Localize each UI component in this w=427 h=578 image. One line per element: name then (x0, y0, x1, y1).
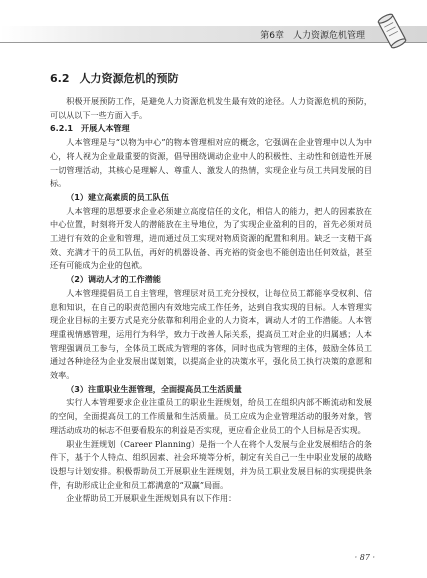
intro-paragraph: 积极开展预防工作，是避免人力资源危机发生最有效的途径。人力资源危机的预防，可以从以下一些方面入手。 (50, 96, 372, 120)
header-rule (0, 42, 427, 43)
scroll-icon (375, 12, 409, 50)
subsection-title: 开展人本管理 (81, 123, 130, 134)
paragraph-4: 实行人本管理要求企业注重员工的职业生涯规划，给员工在组织内部不断流动和发展的空间，全面提高员工的工作质量和生活质量。员工应成为企业管理活动的服务对象，管理活动成功的标志不但要看股东的利益是否实现，更应看企业员工的个人目标是否实现。 (50, 397, 372, 435)
subsection-heading (50, 122, 372, 136)
heading-2: （2）调动人才的工作潜能 (66, 274, 161, 285)
heading-1: （1）建立高素质的员工队伍 (66, 191, 169, 202)
page-number: · 87 · (354, 553, 375, 562)
paragraph-1: 人本管理是与“以物为中心”的物本管理相对应的概念，它强调在企业管理中以人为中心，将人视为企业最重要的资源，倡导围绕调动企业中人的积极性、主动性和创造性开展一切管理活动，其核心是理解人、尊重人、激发人的热情，实现企业与员工共同发展的目标。 (50, 137, 372, 189)
paragraph-3: 人本管理提倡员工自主管理，管理层对员工充分授权，让每位员工都能享受权利、信息和知识，在自己的职责范围内有效地完成工作任务，达到自我实现的目标。人本管理实现企业目标的主要方式是充分依靠和利用企业的人力资本，调动人才的工作潜能。人本管理重视情感管理，运用行为科学，致力于改善人际关系，提高员工对企业的归属感；人本管理强调员工参与，全体员工既成为管理的客体，同时也成为管理的主体，鼓励全体员工通过各种途径为企业发展出谋划策，以提高企业的决策水平，强化员工执行决策的意愿和效率。 (50, 287, 372, 381)
paragraph-6: 企业帮助员工开展职业生涯规划具有以下作用： (66, 493, 237, 504)
heading-3: （3）注重职业生涯管理，全面提高员工生活质量 (66, 383, 242, 394)
subsection-number: 6.2.1 (50, 123, 74, 134)
paragraph-5: 职业生涯规划（Career Planning）是指一个人在将个人发展与企业发展相结合的条件下，基于个人特点、组织因素、社会环境等分析，制定有关自己一生中职业发展的战略设想与计划安排。积极帮助员工开展职业生涯规划，并为员工职业发展目标的实现提供条件，有助形成让企业和员工都满意的“双赢”局面。 (50, 438, 372, 490)
section-title-text: 人力资源危机的预防 (79, 72, 179, 85)
body-text (50, 95, 372, 506)
paragraph-2: 人本管理的思想要求企业必须建立高度信任的文化，相信人的能力，把人的因素放在中心位置，时刻将开发人的潜能放在主导地位，为了实现企业盈利的目的，首先必须对员工进行有效的企业和管理，进而通过员工实现对物质资源的配置和利用。缺乏一支精干高效、充满才干的员工队伍，再好的机器设备、再充裕的资金也不能创造出任何效益，甚至还有可能成为企业的包袱。 (50, 205, 372, 271)
chapter-title: 第6章 人力资源危机管理 (260, 31, 365, 41)
section-number: 6.2 (50, 72, 70, 85)
section-title (50, 70, 179, 86)
